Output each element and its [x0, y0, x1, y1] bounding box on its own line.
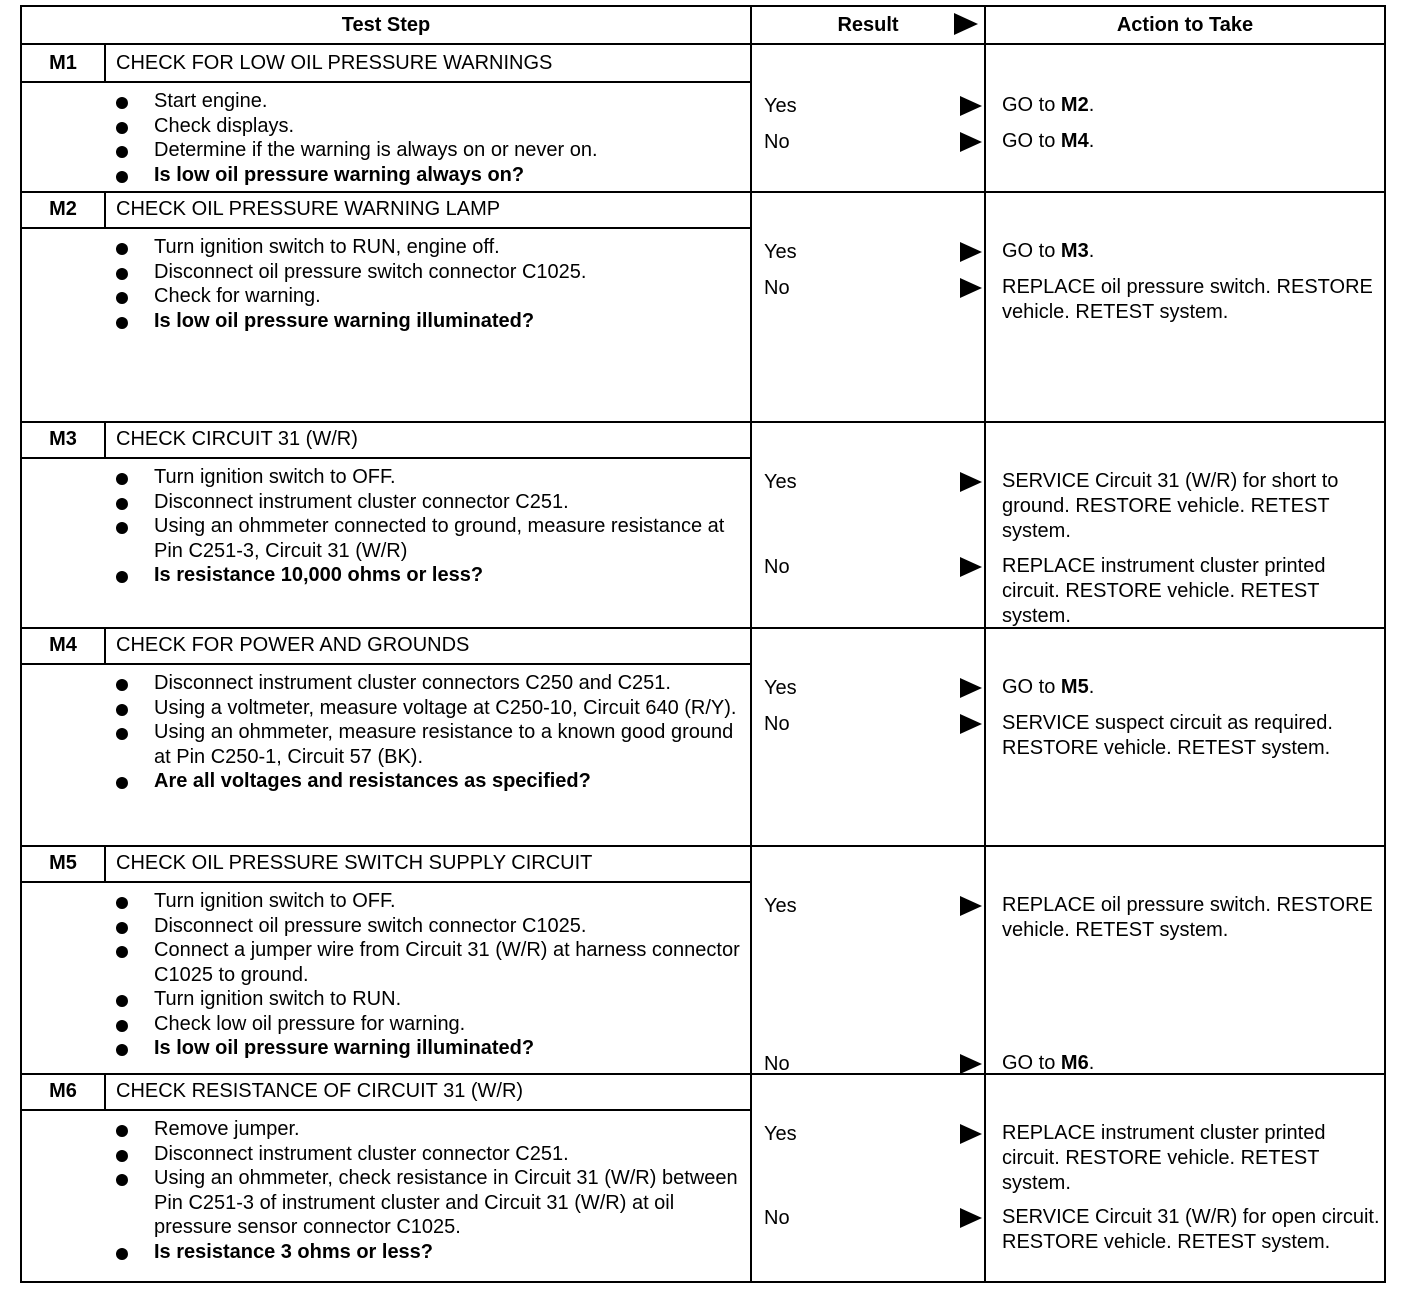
- arrow-icon: [960, 714, 982, 734]
- step-question: [112, 1036, 742, 1061]
- bullet-icon: [116, 1174, 128, 1186]
- action-suffix: .: [1088, 676, 1095, 698]
- instruction-item: [112, 490, 742, 515]
- instruction-text: Check displays.: [154, 114, 295, 137]
- step-header: [22, 421, 752, 459]
- step-instructions: [112, 671, 742, 794]
- instruction-text: Disconnect instrument cluster connectors C250 and C251.: [154, 672, 671, 694]
- action-step-ref: M6: [1060, 1052, 1089, 1074]
- instruction-text: Is resistance 10,000 ohms or less?: [154, 564, 484, 586]
- step-title: CHECK OIL PRESSURE SWITCH SUPPLY CIRCUIT: [116, 851, 593, 874]
- bullet-icon: [116, 243, 128, 255]
- step-title: CHECK FOR POWER AND GROUNDS: [116, 633, 470, 656]
- instruction-item: [112, 987, 742, 1012]
- step-id: M2: [22, 191, 106, 227]
- bullet-icon: [116, 1044, 128, 1056]
- instruction-item: [112, 465, 742, 490]
- arrow-icon: [954, 13, 978, 41]
- instruction-item: [112, 914, 742, 939]
- result-no: No: [764, 1053, 790, 1075]
- action-instruction: GO to: [1002, 130, 1061, 152]
- step-id: M6: [22, 1073, 106, 1109]
- bullet-icon: [116, 922, 128, 934]
- instruction-text: Is low oil pressure warning always on?: [154, 163, 525, 186]
- arrow-icon: [960, 678, 982, 698]
- action-step-ref: M5: [1060, 676, 1089, 698]
- action-text: [1002, 93, 1380, 118]
- action-instruction: REPLACE instrument cluster printed circuit. RESTORE vehicle. RETEST system.: [1002, 1122, 1326, 1194]
- arrow-icon: [960, 557, 982, 577]
- step-question: [112, 563, 742, 588]
- arrow-icon: [960, 278, 982, 298]
- action-text: [1002, 469, 1380, 544]
- arrow-icon: [960, 132, 982, 152]
- result-no: No: [764, 277, 790, 299]
- action-suffix: .: [1088, 130, 1095, 152]
- step-title: CHECK FOR LOW OIL PRESSURE WARNINGS: [116, 51, 553, 74]
- instruction-text: Turn ignition switch to OFF.: [154, 890, 396, 912]
- step-m2: [22, 191, 1384, 421]
- instruction-item: [112, 1012, 742, 1037]
- result-yes: Yes: [764, 95, 797, 117]
- bullet-icon: [116, 995, 128, 1007]
- result-yes: Yes: [764, 241, 797, 263]
- bullet-icon: [116, 498, 128, 510]
- instruction-text: Disconnect instrument cluster connector C251.: [154, 490, 569, 513]
- instruction-item: [112, 1117, 742, 1142]
- step-question: [112, 1240, 742, 1265]
- step-header: [22, 627, 752, 665]
- action-text: [1002, 554, 1380, 629]
- instruction-item: [112, 260, 742, 285]
- bullet-icon: [116, 292, 128, 304]
- step-m1: [22, 45, 1384, 191]
- step-m6: [22, 1073, 1384, 1285]
- action-text: [1002, 275, 1380, 325]
- bullet-icon: [116, 122, 128, 134]
- action-step-ref: M4: [1060, 130, 1089, 152]
- action-suffix: .: [1088, 240, 1095, 262]
- action-instruction: SERVICE Circuit 31 (W/R) for open circuit. RESTORE vehicle. RETEST system.: [1002, 1206, 1380, 1253]
- action-instruction: GO to: [1002, 94, 1061, 116]
- action-step-ref: M2: [1060, 94, 1089, 116]
- step-header: [22, 845, 752, 883]
- step-id: M1: [22, 45, 106, 81]
- action-suffix: .: [1088, 94, 1095, 116]
- bullet-icon: [116, 1125, 128, 1137]
- step-instructions: [112, 235, 742, 333]
- instruction-text: Connect a jumper wire from Circuit 31 (W/R) at harness connector C1025 to ground.: [154, 939, 740, 986]
- instruction-item: [112, 938, 742, 987]
- action-instruction: GO to: [1002, 676, 1061, 698]
- step-instructions: [112, 889, 742, 1061]
- instruction-item: [112, 114, 742, 139]
- arrow-icon: [960, 896, 982, 916]
- instruction-text: Start engine.: [154, 90, 268, 112]
- step-id: M3: [22, 421, 106, 457]
- instruction-item: [112, 89, 742, 114]
- action-text: [1002, 239, 1380, 264]
- header-test-step: Test Step: [22, 7, 752, 43]
- instruction-text: Turn ignition switch to OFF.: [154, 466, 396, 488]
- header-action: Action to Take: [1116, 13, 1254, 36]
- arrow-icon: [960, 96, 982, 116]
- instruction-text: Using an ohmmeter, measure resistance to a known good ground at Pin C250-1, Circuit 57 (BK).: [154, 721, 734, 768]
- instruction-text: Disconnect oil pressure switch connector C1025.: [154, 260, 587, 283]
- bullet-icon: [116, 1150, 128, 1162]
- instruction-text: Using a voltmeter, measure voltage at C250-10, Circuit 640 (R/Y).: [154, 696, 737, 719]
- action-text: [1002, 711, 1380, 761]
- bullet-icon: [116, 1248, 128, 1260]
- bullet-icon: [116, 946, 128, 958]
- instruction-item: [112, 138, 742, 163]
- result-no: No: [764, 713, 790, 735]
- arrow-icon: [960, 1054, 982, 1074]
- arrow-icon: [960, 1208, 982, 1228]
- instruction-text: Disconnect oil pressure switch connector C1025.: [154, 914, 587, 937]
- action-suffix: .: [1088, 1052, 1095, 1074]
- instruction-item: [112, 235, 742, 260]
- step-header: [22, 45, 752, 83]
- step-m5: [22, 845, 1384, 1073]
- instruction-item: [112, 720, 742, 769]
- action-text: [1002, 1121, 1380, 1196]
- instruction-text: Using an ohmmeter, check resistance in Circuit 31 (W/R) between Pin C251-3 of instrument cluster and Circuit 31 (W/R) at oil pressure sensor connector C1025.: [154, 1167, 738, 1238]
- header-result: [752, 7, 986, 43]
- bullet-icon: [116, 679, 128, 691]
- bullet-icon: [116, 571, 128, 583]
- diagnostic-table: [20, 5, 1386, 1283]
- instruction-text: Is low oil pressure warning illuminated?: [154, 1037, 535, 1059]
- result-yes: Yes: [764, 471, 797, 493]
- bullet-icon: [116, 268, 128, 280]
- step-question: [112, 309, 742, 334]
- result-yes: Yes: [764, 895, 797, 917]
- instruction-item: [112, 514, 742, 563]
- result-yes: Yes: [764, 1123, 797, 1145]
- instruction-text: Using an ohmmeter connected to ground, measure resistance at Pin C251-3, Circuit 31 (W/R): [154, 515, 725, 562]
- arrow-icon: [960, 1124, 982, 1144]
- result-no: No: [764, 131, 790, 153]
- instruction-text: Check low oil pressure for warning.: [154, 1012, 466, 1035]
- step-question: [112, 163, 742, 188]
- step-instructions: [112, 89, 742, 187]
- action-instruction: SERVICE suspect circuit as required. RESTORE vehicle. RETEST system.: [1002, 712, 1333, 759]
- instruction-text: Remove jumper.: [154, 1118, 300, 1140]
- step-m3: [22, 421, 1384, 627]
- bullet-icon: [116, 897, 128, 909]
- action-text: [1002, 675, 1380, 700]
- action-instruction: GO to: [1002, 1052, 1061, 1074]
- action-instruction: REPLACE oil pressure switch. RESTORE vehicle. RETEST system.: [1002, 894, 1373, 941]
- bullet-icon: [116, 97, 128, 109]
- instruction-item: [112, 696, 742, 721]
- bullet-icon: [116, 1020, 128, 1032]
- header-result-label: Result: [837, 13, 899, 36]
- step-title: CHECK CIRCUIT 31 (W/R): [116, 427, 358, 450]
- instruction-item: [112, 889, 742, 914]
- instruction-item: [112, 1166, 742, 1240]
- action-text: [1002, 129, 1380, 154]
- instruction-text: Turn ignition switch to RUN, engine off.: [154, 236, 500, 258]
- step-question: [112, 769, 742, 794]
- step-title: CHECK OIL PRESSURE WARNING LAMP: [116, 197, 501, 220]
- step-header: [22, 1073, 752, 1111]
- result-no: No: [764, 1207, 790, 1229]
- step-id: M4: [22, 627, 106, 663]
- bullet-icon: [116, 171, 128, 183]
- instruction-item: [112, 671, 742, 696]
- action-instruction: SERVICE Circuit 31 (W/R) for short to ground. RESTORE vehicle. RETEST system.: [1002, 470, 1339, 542]
- step-id: M5: [22, 845, 106, 881]
- instruction-text: Disconnect instrument cluster connector C251.: [154, 1142, 569, 1165]
- instruction-text: Are all voltages and resistances as specified?: [154, 770, 591, 792]
- action-text: [1002, 893, 1380, 943]
- bullet-icon: [116, 522, 128, 534]
- arrow-icon: [960, 472, 982, 492]
- instruction-text: Is resistance 3 ohms or less?: [154, 1240, 434, 1263]
- bullet-icon: [116, 777, 128, 789]
- step-title: CHECK RESISTANCE OF CIRCUIT 31 (W/R): [116, 1079, 524, 1102]
- action-step-ref: M3: [1060, 240, 1089, 262]
- bullet-icon: [116, 317, 128, 329]
- instruction-text: Determine if the warning is always on or never on.: [154, 139, 598, 161]
- action-text: [1002, 1205, 1380, 1255]
- action-instruction: REPLACE instrument cluster printed circuit. RESTORE vehicle. RETEST system.: [1002, 555, 1326, 627]
- step-instructions: [112, 1117, 742, 1264]
- action-instruction: GO to: [1002, 240, 1061, 262]
- instruction-item: [112, 284, 742, 309]
- instruction-text: Check for warning.: [154, 285, 321, 307]
- result-yes: Yes: [764, 677, 797, 699]
- step-header: [22, 191, 752, 229]
- action-instruction: REPLACE oil pressure switch. RESTORE vehicle. RETEST system.: [1002, 276, 1373, 323]
- instruction-text: Turn ignition switch to RUN.: [154, 988, 402, 1010]
- bullet-icon: [116, 146, 128, 158]
- step-instructions: [112, 465, 742, 588]
- result-no: No: [764, 556, 790, 578]
- bullet-icon: [116, 704, 128, 716]
- bullet-icon: [116, 473, 128, 485]
- arrow-icon: [960, 242, 982, 262]
- instruction-text: Is low oil pressure warning illuminated?: [154, 309, 535, 332]
- bullet-icon: [116, 728, 128, 740]
- instruction-item: [112, 1142, 742, 1167]
- step-m4: [22, 627, 1384, 845]
